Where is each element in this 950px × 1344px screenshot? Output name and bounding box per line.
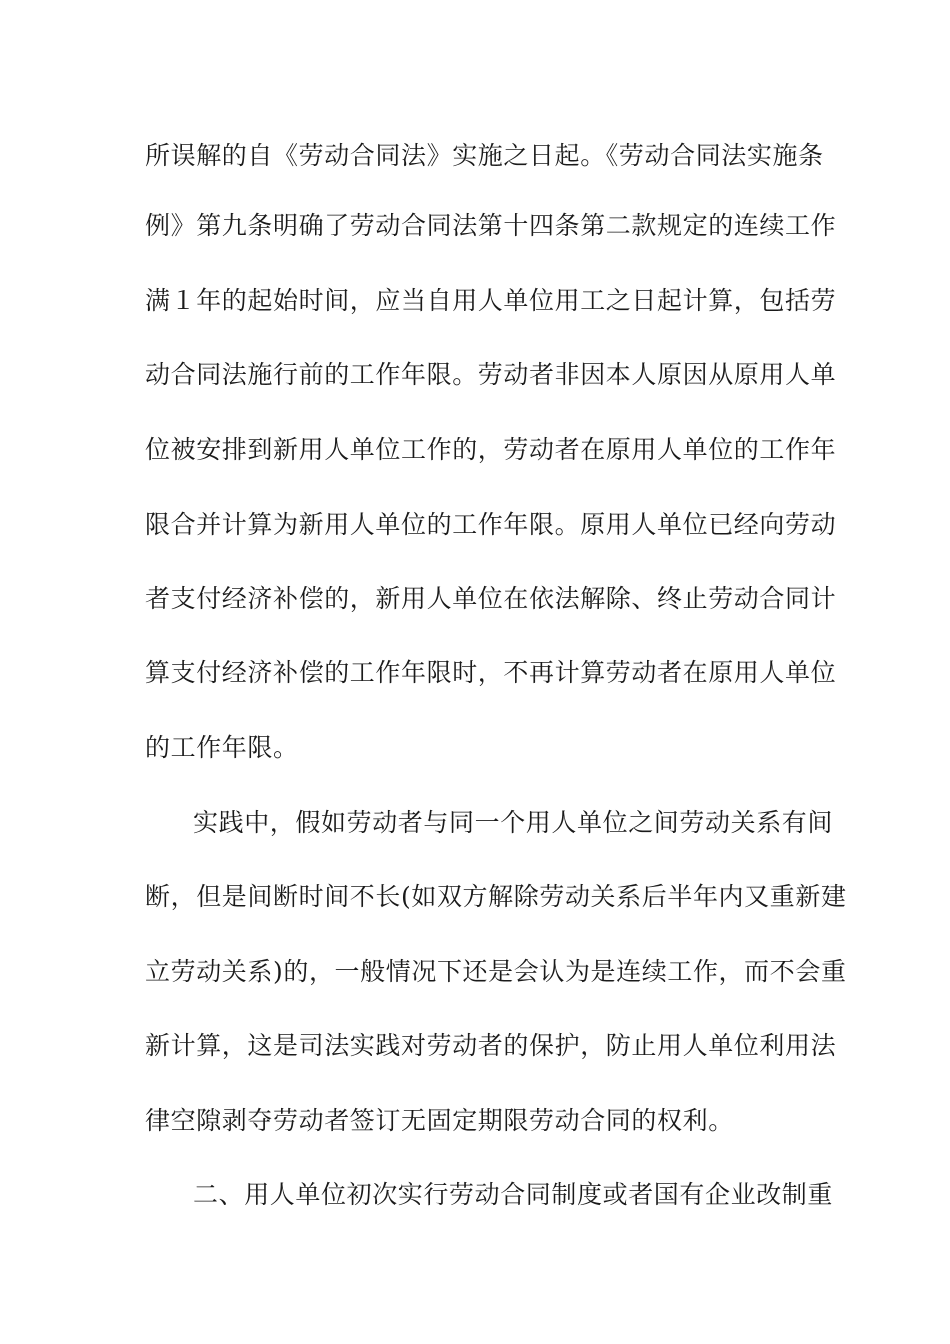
text-line: 二、用人单位初次实行劳动合同制度或者国有企业改制重 xyxy=(193,1180,834,1209)
text-line: 所误解的自《劳动合同法》实施之日起。《劳动合同法实施条 xyxy=(145,141,824,170)
text-line: 动合同法施行前的工作年限。劳动者非因本人原因从原用人单 xyxy=(145,360,837,389)
text-line: 断，但是间断时间不长(如双方解除劳动关系后半年内又重新建 xyxy=(145,882,847,911)
text-line: 新计算，这是司法实践对劳动者的保护，防止用人单位利用法 xyxy=(145,1031,837,1060)
text-line: 算支付经济补偿的工作年限时，不再计算劳动者在原用人单位 xyxy=(145,658,837,687)
text-line: 限合并计算为新用人单位的工作年限。原用人单位已经向劳动 xyxy=(145,510,837,539)
text-line: 者支付经济补偿的，新用人单位在依法解除、终止劳动合同计 xyxy=(145,584,837,613)
text-line: 律空隙剥夺劳动者签订无固定期限劳动合同的权利。 xyxy=(145,1106,734,1135)
text-line: 立劳动关系)的，一般情况下还是会认为是连续工作，而不会重 xyxy=(145,957,847,986)
text-line: 位被安排到新用人单位工作的，劳动者在原用人单位的工作年 xyxy=(145,435,837,464)
text-line: 实践中，假如劳动者与同一个用人单位之间劳动关系有间 xyxy=(193,808,834,837)
text-line: 例》第九条明确了劳动合同法第十四条第二款规定的连续工作 xyxy=(145,211,837,240)
text-line: 的工作年限。 xyxy=(145,733,299,762)
text-line: 满１年的起始时间，应当自用人单位用工之日起计算，包括劳 xyxy=(145,286,837,315)
